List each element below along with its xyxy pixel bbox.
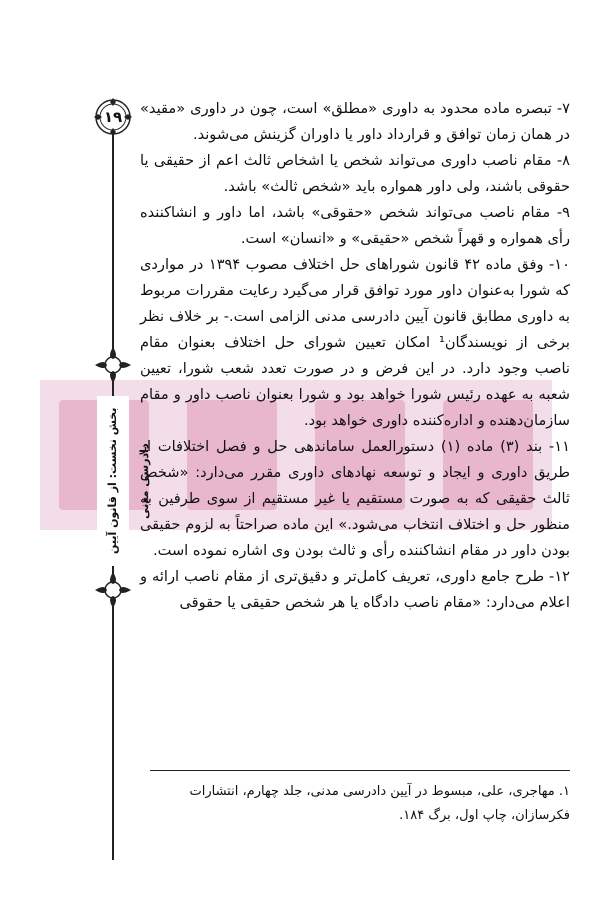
paragraph-7: ۷- تبصره ماده محدود به داوری «مطلق» است، چون در داوری «مقید» در همان زمان توافق و قرارداد داور یا داوران گزینش می‌شوند. [140, 100, 570, 143]
paragraph-10: ۱۰- وفق ماده ۴۲ قانون شوراهای حل اختلاف مصوب ۱۳۹۴ در مواردی که شورا به‌عنوان داور مورد توافق قرار می‌گیرد رعایت مقررات مربوط به داوری مطابق قانون آیین دادرسی مدنی الزامی است.- بر خلاف نظر برخی از نویسندگان¹ امکان تعیین شورای حل اختلاف بعنوان مقام ناصب وجود دارد. در این فرض و در صورت تعدد شعب شورا، تعیین شعبه به عهده رئیس شورا خواهد بود و شورا بعنوان ناصب داور و مقام سازمان‌دهنده و اداره‌کننده داوری خواهد بود. [140, 256, 570, 429]
paragraph-8: ۸- مقام ناصب داوری می‌تواند شخص یا اشخاص ثالث اعم از حقیقی یا حقوقی باشند، ولی داور همواره باید «شخص ثالث» باشد. [140, 152, 570, 195]
paragraph-11: ۱۱- بند (۳) ماده (۱) دستورالعمل ساماندهی حل و فصل اختلافات از طریق داوری و ایجاد و توسعه نهادهای داوری مقرر می‌دارد: «شخص ثالث حقیقی که به صورت مستقیم یا غیر مستقیم از سوی طرفین به منظور حل و اختلاف انتخاب می‌شود.» این ماده صراحتاً به لزوم حقیقی بودن داور در مقام انشاکننده رأی و ثالث بودن وی اشاره نموده است. [140, 438, 570, 559]
page-number-badge [92, 96, 134, 138]
paragraph-12: ۱۲- طرح جامع داوری، تعریف کامل‌تر و دقیق‌تری از مقام ناصب ارائه و اعلام می‌دارد: «مقام ناصب دادگاه یا هر شخص حقیقی یا حقوقی [140, 568, 570, 611]
footnote-divider [150, 770, 570, 771]
footnote: ۱. مهاجری، علی، مبسوط در آیین دادرسی مدنی، جلد چهارم، انتشارات فکرسازان، چاپ اول، برگ ۱۸۴. [189, 784, 570, 823]
page-number: ۱۹ [103, 108, 123, 126]
floral-ornament-icon [93, 570, 133, 610]
floral-ornament-icon [93, 345, 133, 385]
body-text [140, 96, 570, 616]
running-header: بخش نخست: از قانون آیین دادرسی مدنی [97, 396, 129, 566]
paragraph-9: ۹- مقام ناصب می‌تواند شخص «حقوقی» باشد، اما داور و انشاکننده رأی همواره و قهراً شخص «حقیقی» و «انسان» است. [140, 204, 570, 247]
